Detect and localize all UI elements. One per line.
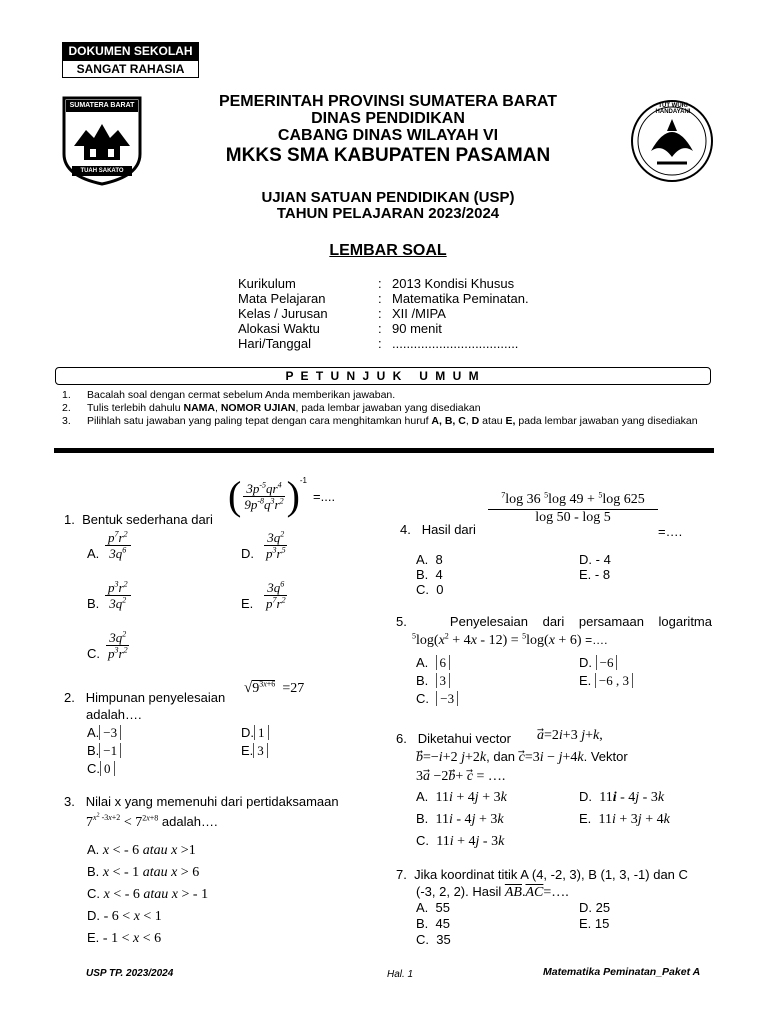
info-row: Hari/Tanggal : ................................... xyxy=(238,336,519,351)
q1-expression: ( $3p^{-5}qr^4$ $9p^{-8}q^3r^2$ ) -1 =.... xyxy=(228,473,336,518)
header-line-1: PEMERINTAH PROVINSI SUMATERA BARAT xyxy=(218,93,558,110)
exam-line-1: UJIAN SATUAN PENDIDIKAN (USP) xyxy=(261,189,515,206)
q6-vector-a: a⃗=2i+3 j+k, xyxy=(537,728,603,743)
q5-option-a[interactable]: A. 6 xyxy=(416,655,450,670)
left-logo-bottom-text: TUAH SAKATO xyxy=(80,168,124,174)
q2-text: 2. Himpunan penyelesaian adalah…. xyxy=(64,690,226,722)
q6-option-b[interactable]: B. 11i - 4j + 3k xyxy=(416,811,504,827)
q4-text: 4. Hasil dari xyxy=(400,522,476,537)
q4-option-a[interactable]: A. 8 xyxy=(416,552,443,567)
footer-left: USP TP. 2023/2024 xyxy=(86,968,174,979)
q7-option-c[interactable]: C. 35 xyxy=(416,932,451,947)
thick-divider xyxy=(54,448,714,453)
footer-page: Hal. 1 xyxy=(387,969,414,980)
q1-option-a[interactable]: A. $\frac{p^7r^2}{3q^6}$ xyxy=(87,530,131,561)
right-logo-text: TUT WURI HANDAYANI xyxy=(655,103,691,115)
q2-option-c[interactable]: C. 0 xyxy=(87,761,115,776)
q1-option-c[interactable]: C. $\frac{3q^2}{p^3r^2}$ xyxy=(87,629,128,661)
q6-option-d[interactable]: D. 11i - 4j - 3k xyxy=(579,789,665,805)
petunjuk-list xyxy=(62,389,712,428)
q7-option-b[interactable]: B. 45 xyxy=(416,916,450,931)
q1-option-d[interactable]: D. $\frac{3q^2}{p^3r^5}$ xyxy=(241,529,286,561)
q7-option-a[interactable]: A. 55 xyxy=(416,900,450,915)
petunjuk-item-1: 1. Bacalah soal dengan cermat sebelum Anda memberikan jawaban. xyxy=(62,389,396,401)
petunjuk-item-2: 2. Tulis terlebih dahulu NAMA, NOMOR UJIAN, pada lembar jawaban yang disediakan xyxy=(62,402,481,414)
q5-option-b[interactable]: B. 3 xyxy=(416,673,450,688)
q5-option-e[interactable]: E. −6 , 3 xyxy=(579,673,633,688)
info-row: Mata Pelajaran : Matematika Peminatan. xyxy=(238,291,529,306)
badge-line-1: DOKUMEN SEKOLAH xyxy=(62,42,199,61)
left-logo-top-text: SUMATERA BARAT xyxy=(69,102,135,109)
q4-expression: $^7$log 36 $^5$log 49 + $^5$log 625 log 50 - log 5 xyxy=(488,492,658,526)
q6-option-e[interactable]: E. 11i + 3j + 4k xyxy=(579,811,670,827)
q3-option-c[interactable]: C. x < - 6 atau x > - 1 xyxy=(87,886,209,902)
q3-option-d[interactable]: D. - 6 < x < 1 xyxy=(87,908,162,924)
sumbar-logo xyxy=(60,94,144,186)
q4-option-d[interactable]: D. - 4 xyxy=(579,552,611,567)
q2-option-a[interactable]: A. −3 xyxy=(87,725,121,740)
q7-text: 7. Jika koordinat titik A (4, -2, 3), B (1, 3, -1) dan C (-3, 2, 2). Hasil $\overline{AB}.\overline{AC}=\dots$. xyxy=(396,867,688,900)
q2-option-b[interactable]: B. −1 xyxy=(87,743,121,758)
q1-option-b[interactable]: B. $\frac{p^3r^2}{3q^2}$ xyxy=(87,580,131,611)
q4-option-e[interactable]: E. - 8 xyxy=(579,567,611,582)
q6-option-a[interactable]: A. 11i + 4j + 3k xyxy=(416,789,507,805)
info-row: Alokasi Waktu : 90 menit xyxy=(238,321,442,336)
info-row: Kurikulum : 2013 Kondisi Khusus xyxy=(238,276,515,291)
header-line-2: DINAS PENDIDIKAN xyxy=(311,110,465,127)
q3-option-b[interactable]: B. x < - 1 atau x > 6 xyxy=(87,864,200,880)
q2-option-d[interactable]: D. 1 xyxy=(241,725,269,740)
q3-option-a[interactable]: A. x < - 6 atau x >1 xyxy=(87,842,196,858)
exam-block xyxy=(150,190,626,222)
petunjuk-item-3: 3. Pilihlah satu jawaban yang paling tepat dengan cara menghitamkan huruf A, B, C, D atau E, pada lembar jawaban yang disediakan xyxy=(62,415,698,427)
q2-expression: $√9^{3x+6} =27$ xyxy=(244,679,305,696)
header-block xyxy=(150,93,626,168)
info-row: Kelas / Jurusan : XII /MIPA xyxy=(238,306,446,321)
q4-option-c[interactable]: C. 0 xyxy=(416,582,444,597)
info-table xyxy=(238,276,529,351)
q7-option-d[interactable]: D. 25 xyxy=(579,900,611,915)
q6-line-3: 3a⃗ −2b⃗+ c⃗ = …. xyxy=(416,769,506,784)
q5-text: 5. Penyelesaian dari persamaan logaritma xyxy=(396,614,712,629)
q6-text: 6. Diketahui vector xyxy=(396,731,511,746)
footer-right: Matematika Peminatan_Paket A xyxy=(543,966,701,978)
header-line-4: MKKS SMA KABUPATEN PASAMAN xyxy=(225,145,551,166)
q1-option-e[interactable]: E. $\frac{3q^6}{p^7r^2}$ xyxy=(241,579,286,611)
petunjuk-box xyxy=(55,367,711,385)
badge-line-2: SANGAT RAHASIA xyxy=(62,61,199,78)
q1-text: 1. Bentuk sederhana dari xyxy=(64,512,213,527)
header-line-3: CABANG DINAS WILAYAH VI xyxy=(277,127,499,144)
q3-text: 3. Nilai x yang memenuhi dari pertidaksamaan xyxy=(64,794,339,809)
q4-tail: =…. xyxy=(658,524,683,539)
q2-option-e[interactable]: E. 3 xyxy=(241,743,268,758)
petunjuk-title: P E T U N J U K U M U M xyxy=(285,369,481,383)
q5-option-d[interactable]: D. −6 xyxy=(579,655,617,670)
q5-expression: $^5\log(x^2 + 4x - 12) = ^5\log(x + 6)$ =…. xyxy=(412,631,608,648)
q4-option-b[interactable]: B. 4 xyxy=(416,567,443,582)
tut-wuri-logo xyxy=(627,91,718,191)
q3-expression: $7^{x^2 -3x+2} < 7^{2x+8}$ adalah…. xyxy=(86,812,218,830)
document-badge xyxy=(62,42,199,78)
q6-line-2: b⃗=−i+2 j+2k, dan c⃗=3i − j+4k. Vektor xyxy=(416,749,628,765)
exam-line-2: TAHUN PELAJARAN 2023/2024 xyxy=(276,205,500,222)
q7-option-e[interactable]: E. 15 xyxy=(579,916,610,931)
q3-option-e[interactable]: E. - 1 < x < 6 xyxy=(87,930,162,946)
q6-option-c[interactable]: C. 11i + 4j - 3k xyxy=(416,833,505,849)
page-title: LEMBAR SOAL xyxy=(329,242,447,259)
q5-option-c[interactable]: C. −3 xyxy=(416,691,458,706)
